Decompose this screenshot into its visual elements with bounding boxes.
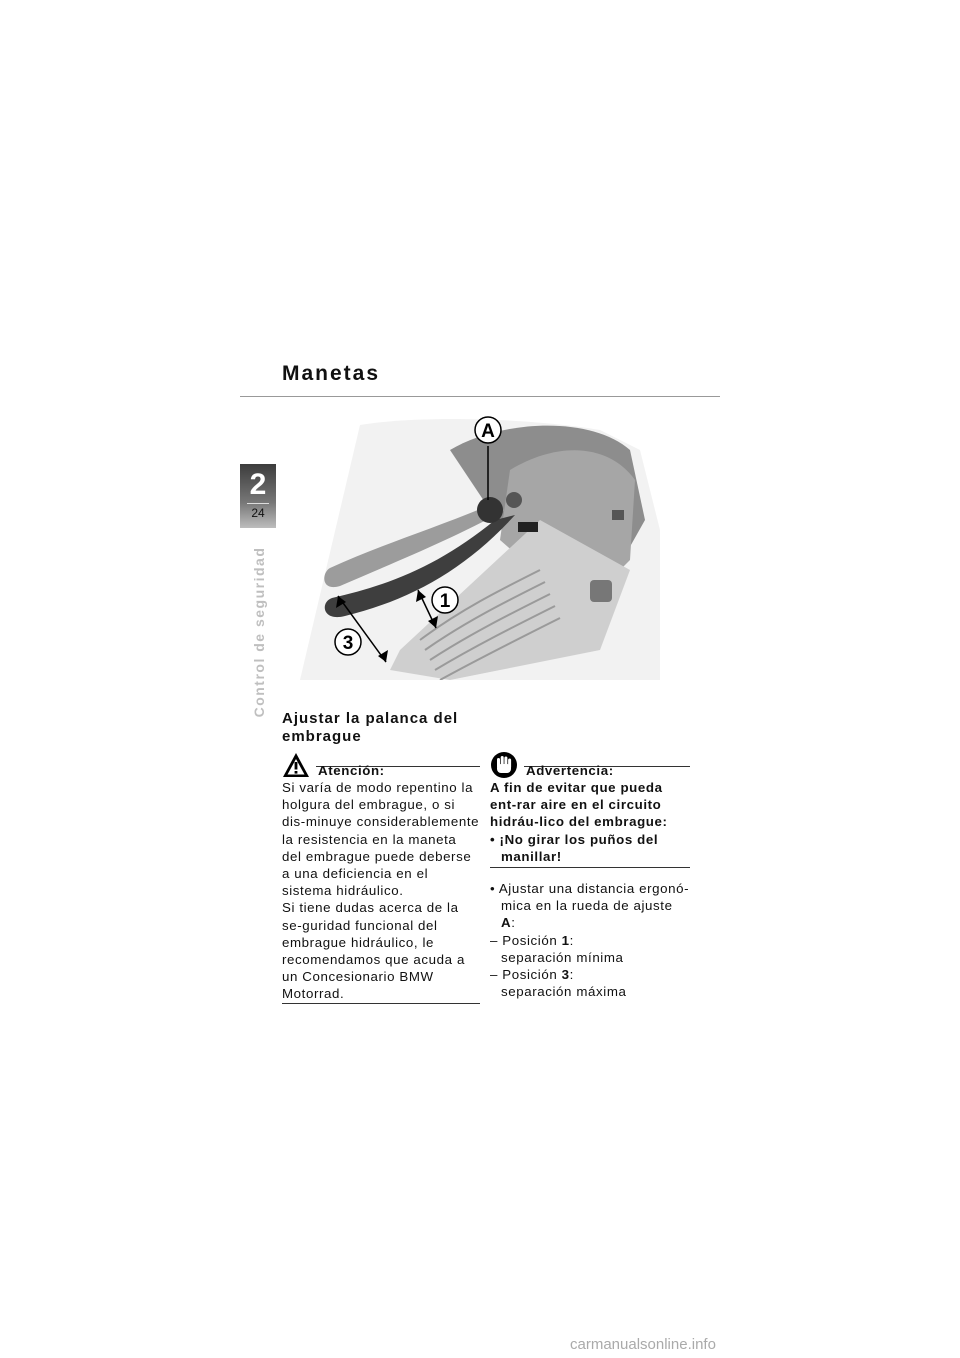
callout-a-label: A xyxy=(481,421,495,442)
page-number: 24 xyxy=(251,506,265,520)
position-3-line xyxy=(490,966,690,983)
header-divider xyxy=(240,396,720,397)
position-1-prefix: – Posición xyxy=(490,932,562,948)
stop-hand-icon xyxy=(490,751,518,779)
section-sidebar-label: Control de seguridad xyxy=(251,546,267,718)
callout-3-label: 3 xyxy=(342,633,354,654)
callout-3 xyxy=(335,629,361,655)
chapter-tab xyxy=(240,464,276,528)
warning-bullet: • ¡No girar los puños del manillar! xyxy=(490,831,659,864)
callout-1-label: 1 xyxy=(439,591,451,612)
warning-notice xyxy=(490,763,690,1000)
callout-1 xyxy=(432,587,458,613)
position-1-number: 1 xyxy=(561,932,570,948)
position-1-line xyxy=(490,932,690,949)
callout-a xyxy=(475,417,501,443)
attention-header xyxy=(282,751,480,779)
position-3-prefix: – Posición xyxy=(490,967,562,983)
warning-bottom-rule xyxy=(490,867,690,868)
attention-body: Si varía de modo repentino la holgura del embrague, o si dis-minuye considerablemente la resistencia en la maneta del embrague puede deberse a una deficiencia en el sistema hidráulico. xyxy=(282,780,480,899)
position-1-desc: separación mínima xyxy=(501,949,624,965)
attention-title: Atención: xyxy=(318,763,385,778)
attention-notice xyxy=(282,763,480,1004)
adjust-wheel-ref: A xyxy=(501,915,512,931)
watermark-link[interactable]: carmanualsonline.info xyxy=(570,1336,716,1353)
chapter-number: 2 xyxy=(249,468,267,501)
clutch-lever-illustration xyxy=(300,410,660,680)
warning-title: Advertencia: xyxy=(526,763,614,778)
chapter-divider xyxy=(247,503,269,504)
position-3-colon: : xyxy=(569,967,574,983)
warning-body: A fin de evitar que pueda ent-rar aire en el circuito hidráu-lico del embrague: xyxy=(490,780,668,830)
warning-triangle-icon xyxy=(282,751,310,779)
position-1-colon: : xyxy=(569,932,574,948)
step-adjust-text: • Ajustar una distancia ergonó-mica en la rueda de ajuste xyxy=(490,881,690,914)
position-3-desc: separación máxima xyxy=(501,984,627,1000)
page-title: Manetas xyxy=(282,362,381,385)
attention-bottom-rule xyxy=(282,1003,480,1004)
adjustment-steps xyxy=(490,880,690,1000)
section-heading: Ajustar la palanca del embrague xyxy=(282,710,459,745)
warning-header xyxy=(490,751,690,779)
position-3-number: 3 xyxy=(561,967,570,983)
step-adjust-distance xyxy=(490,880,690,932)
step-adjust-colon: : xyxy=(511,915,516,931)
attention-body-2: Si tiene dudas acerca de la se-guridad funcional del embrague hidráulico, le recomendamos que acuda a un Concesionario BMW Motorrad. xyxy=(282,900,465,1002)
